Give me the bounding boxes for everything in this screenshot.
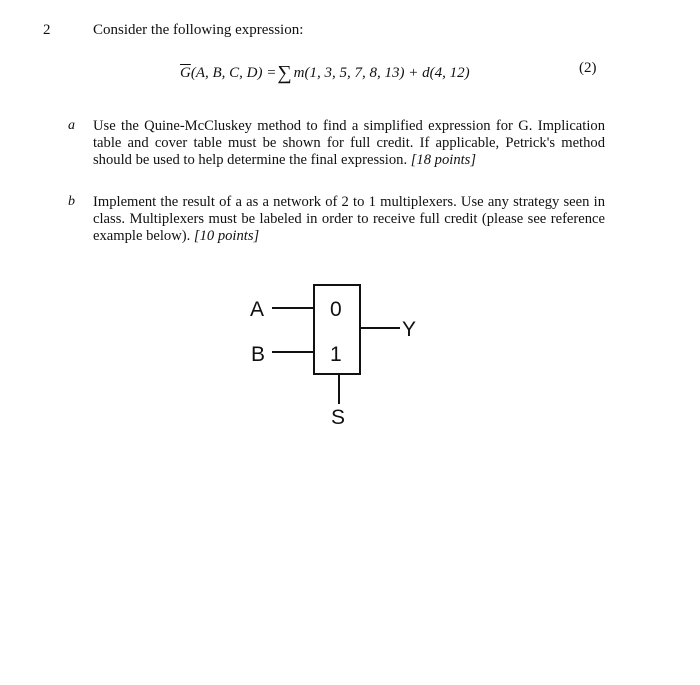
mux-input-a-label: A — [250, 298, 265, 321]
part-a-points: [18 points] — [410, 152, 477, 168]
equation — [180, 60, 470, 83]
equation-function-name: $\overline{G}$ — [180, 65, 191, 81]
part-b-text — [93, 194, 605, 245]
mux-select-1-label: 1 — [330, 343, 342, 366]
problem-number: 2 — [43, 22, 51, 38]
equation-arguments: (A, B, C, D) = — [190, 65, 277, 81]
part-b-body: Implement the result of a as a network of 2 to 1 multiplexers. Use any strategy seen in class. Multiplexers must be labeled in order to receive full credit (please see reference example below). — [93, 194, 605, 244]
problem-intro: Consider the following expression: — [93, 22, 304, 38]
mux-diagram — [240, 280, 450, 435]
part-a-label: a — [68, 118, 75, 133]
mux-select-line-label: S — [331, 406, 346, 429]
part-b-points: [10 points] — [193, 228, 260, 244]
mux-output-label: Y — [402, 318, 417, 341]
sum-symbol: ∑ — [277, 62, 292, 84]
part-a-body: Use the Quine-McCluskey method to find a simplified expression for G. Implication table and cover table must be shown for full credit. If applicable, Petrick's method should be used to help determine the final expression. — [93, 118, 605, 168]
mux-input-b-label: B — [251, 343, 266, 366]
mux-select-0-label: 0 — [330, 298, 342, 321]
mux-svg — [240, 280, 450, 430]
equation-minterms: m(1, 3, 5, 7, 8, 13) + d(4, 12) — [293, 65, 470, 81]
part-b-label: b — [68, 194, 75, 209]
equation-number: (2) — [579, 60, 597, 76]
part-a-text — [93, 118, 605, 169]
